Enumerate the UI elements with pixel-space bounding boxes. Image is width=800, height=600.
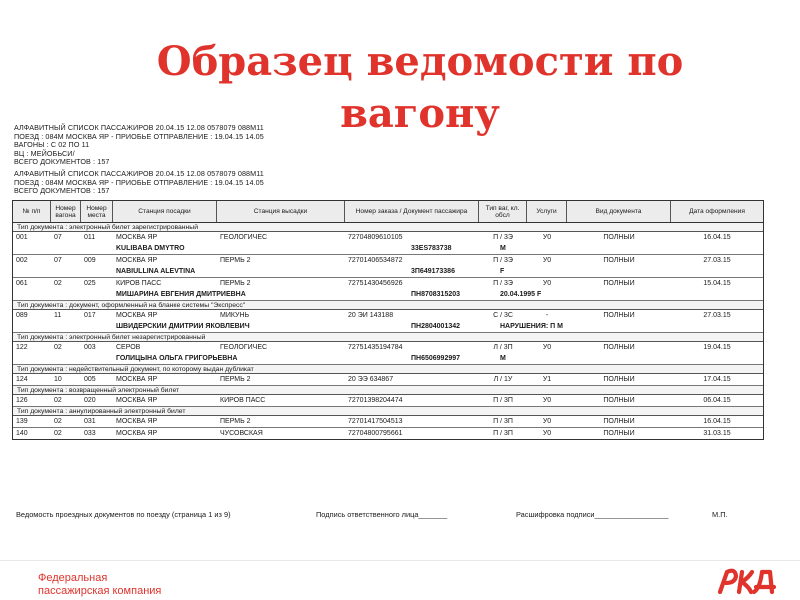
document-type-header: Тип документа : возвращенный электронный билет: [13, 386, 763, 395]
column-header: Номер места: [81, 201, 113, 222]
column-header: Тип ваг, кл. обсл: [479, 201, 527, 222]
cell-car: 02: [54, 430, 62, 437]
cell-service: -: [545, 312, 549, 319]
cell-order: 72701417504513: [348, 418, 403, 425]
table-row: [13, 278, 763, 301]
cell-type: Л / 1У: [493, 376, 513, 383]
cell-num: 061: [16, 280, 28, 287]
cell-seat: 017: [84, 312, 96, 319]
cell-date: 17.04.15: [703, 376, 731, 383]
cell-date: 16.04.15: [703, 418, 731, 425]
header-line: ПОЕЗД : 084М МОСКВА ЯР - ПРИОБЬЕ ОТПРАВЛЕНИЕ : 19.04.15 14.05: [14, 131, 264, 141]
company-line1: Федеральная: [38, 572, 108, 584]
cell-from: МОСКВА ЯР: [116, 397, 158, 404]
cell-type: П / 3П: [493, 397, 513, 404]
cell-seat: 031: [84, 418, 96, 425]
column-header: Номер заказа / Документ пассажира: [345, 201, 479, 222]
cell-service: У0: [542, 344, 552, 351]
cell-num: 124: [16, 376, 28, 383]
document-scan: [8, 118, 768, 528]
column-header: Дата оформления: [689, 208, 745, 215]
cell-type: С / 3С: [493, 312, 513, 319]
cell-passenger-name: ГОЛИЦЫНА ОЛЬГА ГРИГОРЬЕВНА: [116, 355, 238, 362]
cell-date: 15.04.15: [703, 280, 731, 287]
cell-num: 126: [16, 397, 28, 404]
footer-decode: Расшифровка подписи__________________: [516, 510, 669, 519]
cell-date: 06.04.15: [703, 397, 731, 404]
cell-date: 31.03.15: [703, 430, 731, 437]
cell-to: ПЕРМЬ 2: [220, 418, 251, 425]
cell-from: МОСКВА ЯР: [116, 430, 158, 437]
header-line: АЛФАВИТНЫЙ СПИСОК ПАССАЖИРОВ 20.04.15 12.08 0578079 088М11: [14, 169, 264, 178]
column-header: Номер вагона: [51, 201, 81, 222]
cell-doc: ПОЛНЫЙ: [603, 257, 635, 264]
row-line-main: [13, 232, 763, 243]
row-line-main: [13, 395, 763, 406]
row-line-passenger: [13, 353, 763, 364]
table-row: [13, 374, 763, 386]
cell-from: МОСКВА ЯР: [116, 257, 158, 264]
cell-type: П / 3Э: [493, 257, 513, 264]
cell-order: 72701398204474: [348, 397, 403, 404]
cell-type: П / 3П: [493, 418, 513, 425]
column-header: № п/п: [13, 201, 51, 222]
table-row: [13, 255, 763, 278]
cell-service: У0: [542, 257, 552, 264]
slide-title: [100, 36, 740, 140]
document-type-header: Тип документа : недействительный документ, по которому выдан дубликат: [13, 365, 763, 374]
cell-num: 139: [16, 418, 28, 425]
cell-car: 07: [54, 234, 62, 241]
cell-service: У0: [542, 280, 552, 287]
cell-service: У0: [542, 397, 552, 404]
table-body: [13, 223, 763, 439]
table-row: [13, 395, 763, 407]
cell-date: 19.04.15: [703, 344, 731, 351]
cell-passenger-name: KULIBABA DMYTRO: [116, 245, 185, 252]
cell-num: 089: [16, 312, 28, 319]
table-row: [13, 428, 763, 439]
cell-to: ПЕРМЬ 2: [220, 376, 251, 383]
cell-from: КИРОВ ПАСС: [116, 280, 162, 287]
cell-type: Л / 3П: [493, 344, 513, 351]
cell-seat: 033: [84, 430, 96, 437]
cell-num: 122: [16, 344, 28, 351]
row-line-main: [13, 374, 763, 385]
cell-to: ГЕОЛОГИЧЕС: [220, 344, 268, 351]
cell-passenger-document: 3П649173386: [411, 268, 455, 275]
cell-num: 001: [16, 234, 28, 241]
row-line-main: [13, 428, 763, 439]
cell-num: 140: [16, 430, 28, 437]
header-line: ВСЕГО ДОКУМЕНТОВ : 157: [14, 157, 110, 167]
column-header: Вид документа: [567, 201, 671, 222]
footer-stamp: М.П.: [712, 510, 728, 519]
cell-service: У0: [542, 234, 552, 241]
table-row: [13, 416, 763, 428]
row-line-main: [13, 310, 763, 321]
cell-from: МОСКВА ЯР: [116, 312, 158, 319]
slide-title-line1: Образец ведомости по: [156, 38, 684, 85]
cell-seat: 025: [84, 280, 96, 287]
cell-service: У1: [542, 376, 552, 383]
row-line-main: [13, 416, 763, 427]
header-line: ВЦ : МЕЙОБЬСИ/: [14, 148, 75, 158]
cell-type: П / 3Э: [493, 280, 513, 287]
passenger-table: [12, 200, 764, 440]
cell-to: ПЕРМЬ 2: [220, 280, 251, 287]
cell-seat: 020: [84, 397, 96, 404]
cell-doc: ПОЛНЫЙ: [603, 312, 635, 319]
cell-doc: ПОЛНЫЙ: [603, 344, 635, 351]
cell-car: 02: [54, 418, 62, 425]
cell-date: 16.04.15: [703, 234, 731, 241]
cell-service: У0: [542, 418, 552, 425]
cell-passenger-extra: M: [500, 245, 506, 252]
cell-car: 11: [54, 312, 62, 319]
row-line-main: [13, 342, 763, 353]
cell-from: МОСКВА ЯР: [116, 418, 158, 425]
cell-passenger-document: 33ES783738: [411, 245, 452, 252]
column-header: Станция высадки: [217, 201, 345, 222]
header-line: ПОЕЗД : 084М МОСКВА ЯР - ПРИОБЬЕ ОТПРАВЛЕНИЕ : 19.04.15 14.05: [14, 177, 264, 187]
cell-passenger-name: МИШАРИНА ЕВГЕНИЯ ДМИТРИЕВНА: [116, 291, 246, 298]
row-line-passenger: [13, 289, 763, 300]
cell-to: ПЕРМЬ 2: [220, 257, 251, 264]
company-line2: пассажирская компания: [38, 585, 162, 597]
cell-car: 02: [54, 397, 62, 404]
cell-num: 002: [16, 257, 28, 264]
document-footer: [16, 510, 756, 519]
cell-from: МОСКВА ЯР: [116, 234, 158, 241]
column-header: Станция посадки: [113, 201, 217, 222]
cell-order: 72751435194784: [348, 344, 403, 351]
cell-car: 07: [54, 257, 62, 264]
row-line-main: [13, 255, 763, 266]
column-header: Услуги: [527, 201, 567, 222]
table-row: [13, 310, 763, 333]
cell-order: 72704800795661: [348, 430, 403, 437]
cell-to: КИРОВ ПАСС: [220, 397, 266, 404]
cell-date: 27.03.15: [703, 257, 731, 264]
table-row: [13, 232, 763, 255]
cell-doc: ПОЛНЫЙ: [603, 418, 635, 425]
header-line: ВСЕГО ДОКУМЕНТОВ : 157: [14, 186, 110, 196]
cell-passenger-extra: M: [500, 355, 506, 362]
cell-doc: ПОЛНЫЙ: [603, 280, 635, 287]
cell-passenger-extra: 20.04.1995 F: [500, 291, 542, 298]
cell-date: 27.03.15: [703, 312, 731, 319]
document-type-header: Тип документа : электронный билет зарегистрированный: [13, 223, 763, 232]
cell-to: МИКУНЬ: [220, 312, 250, 319]
cell-doc: ПОЛНЫЙ: [603, 430, 635, 437]
cell-seat: 011: [84, 234, 96, 241]
top-band: [0, 0, 800, 8]
cell-doc: ПОЛНЫЙ: [603, 397, 635, 404]
cell-seat: 003: [84, 344, 96, 351]
cell-type: П / 3Э: [493, 234, 513, 241]
cell-seat: 005: [84, 376, 96, 383]
cell-order: 72751430456926: [348, 280, 403, 287]
cell-doc: ПОЛНЫЙ: [603, 234, 635, 241]
cell-passenger-name: ШВИДЕРСКИЙ ДМИТРИЙ ЯКОВЛЕВИЧ: [116, 323, 250, 330]
cell-order: 20 ЭИ 143188: [348, 312, 394, 319]
cell-order: 72704809610105: [348, 234, 403, 241]
header-line: ВАГОНЫ : С 02 ПО 11: [14, 140, 90, 150]
cell-car: 02: [54, 280, 62, 287]
rzd-logo-icon: [716, 566, 778, 596]
cell-car: 02: [54, 344, 62, 351]
document-type-header: Тип документа : документ, оформленный на бланке системы "Экспресс": [13, 301, 763, 310]
header-line: АЛФАВИТНЫЙ СПИСОК ПАССАЖИРОВ 20.04.15 12.08 0578079 088М11: [14, 123, 264, 132]
footer-signature: Подпись ответственного лица_______: [316, 510, 448, 519]
cell-service: У0: [542, 430, 552, 437]
cell-to: ГЕОЛОГИЧЕС: [220, 234, 268, 241]
cell-type: П / 3П: [493, 430, 513, 437]
footer-summary: Ведомость проездных документов по поезду (страница 1 из 9): [16, 510, 231, 519]
cell-from: СЕРОВ: [116, 344, 141, 351]
cell-passenger-extra: F: [500, 268, 505, 275]
cell-seat: 009: [84, 257, 96, 264]
cell-passenger-extra: НАРУШЕНИЯ: П М: [500, 323, 563, 330]
row-line-passenger: [13, 321, 763, 332]
table-row: [13, 342, 763, 365]
document-type-header: Тип документа : электронный билет незарегистрированный: [13, 333, 763, 342]
company-name: [38, 572, 161, 598]
cell-to: ЧУСОВСКАЯ: [220, 430, 263, 437]
cell-order: 20 ЭЭ 634867: [348, 376, 394, 383]
row-line-main: [13, 278, 763, 289]
cell-passenger-name: NABIULLINA ALEVTINA: [116, 268, 196, 275]
cell-passenger-document: ПН6506992997: [411, 355, 461, 362]
table-header: [13, 201, 763, 223]
cell-order: 72701406534872: [348, 257, 403, 264]
cell-from: МОСКВА ЯР: [116, 376, 158, 383]
cell-passenger-document: ПН8708315203: [411, 291, 461, 298]
row-line-passenger: [13, 243, 763, 254]
cell-car: 10: [54, 376, 62, 383]
slide-title-line2: вагону: [340, 90, 500, 137]
cell-passenger-document: ПН2804001342: [411, 323, 461, 330]
cell-doc: ПОЛНЫЙ: [603, 376, 635, 383]
document-type-header: Тип документа : аннулированный электронный билет: [13, 407, 763, 416]
report-header-2: [14, 170, 264, 196]
row-line-passenger: [13, 266, 763, 277]
